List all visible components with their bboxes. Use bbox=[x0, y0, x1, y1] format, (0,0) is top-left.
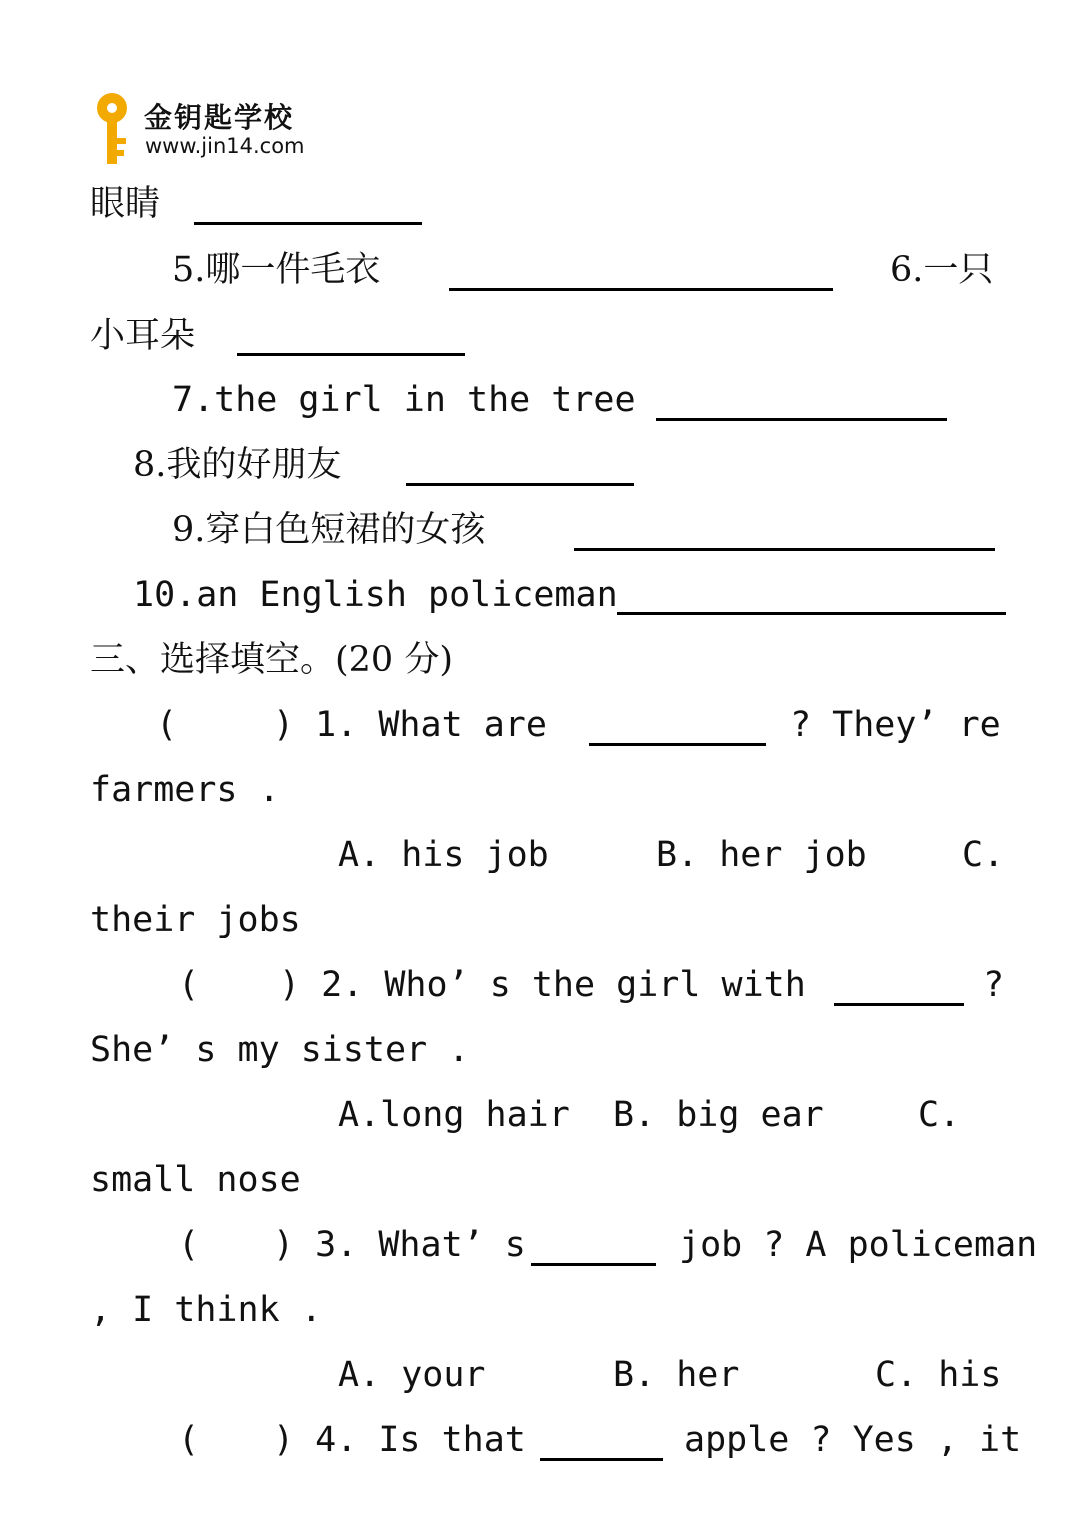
item-10-label: 10.an English policeman bbox=[133, 575, 618, 615]
q2-question-mark: ? bbox=[983, 965, 1005, 1005]
q3-paren-open: ( bbox=[178, 1225, 200, 1265]
q4-text-end: apple ? Yes , it bbox=[684, 1420, 1022, 1460]
q1-option-c-text[interactable]: their jobs bbox=[90, 900, 301, 940]
q3-text-end: job ? A policeman bbox=[679, 1225, 1038, 1265]
q2-answer-line: She’ s my sister . bbox=[90, 1030, 470, 1070]
q3-option-b[interactable]: B. her bbox=[613, 1355, 740, 1395]
q2-blank[interactable] bbox=[834, 1003, 964, 1006]
item-6-continued: 小耳朵 bbox=[90, 316, 196, 356]
brand-name: 金钥匙学校 bbox=[144, 101, 295, 134]
item-eye-label: 眼睛 bbox=[90, 184, 161, 224]
q1-text-end: ? They’ re bbox=[790, 705, 1001, 745]
q1-paren-open: ( bbox=[156, 705, 178, 745]
q2-option-b[interactable]: B. big ear bbox=[613, 1095, 824, 1135]
school-logo bbox=[88, 92, 328, 168]
answer-blank-1[interactable] bbox=[194, 222, 422, 225]
section-3-heading: 三、选择填空。(20 分) bbox=[90, 640, 453, 680]
q1-text: ) 1. What are bbox=[273, 705, 547, 745]
q4-paren-open: ( bbox=[178, 1420, 200, 1460]
q1-answer-line: farmers . bbox=[90, 770, 280, 810]
brand-url: www.jin14.com bbox=[145, 134, 305, 158]
q2-option-c-label[interactable]: C. bbox=[918, 1095, 961, 1135]
q2-option-a[interactable]: A.long hair bbox=[338, 1095, 570, 1135]
q4-text: ) 4. Is that bbox=[273, 1420, 526, 1460]
q2-option-c-text[interactable]: small nose bbox=[90, 1160, 301, 1200]
key-icon bbox=[88, 92, 140, 168]
q1-option-b[interactable]: B. her job bbox=[656, 835, 867, 875]
q1-option-a[interactable]: A. his job bbox=[338, 835, 549, 875]
q3-blank[interactable] bbox=[531, 1263, 656, 1266]
q4-blank[interactable] bbox=[540, 1458, 663, 1461]
q2-text: ) 2. Who’ s the girl with bbox=[279, 965, 806, 1005]
item-8-label: 8.我的好朋友 bbox=[133, 445, 342, 485]
q2-paren-open: ( bbox=[178, 965, 200, 1005]
answer-blank-6[interactable] bbox=[237, 353, 465, 356]
item-5-label: 5.哪一件毛衣 bbox=[172, 250, 381, 290]
item-7-label: 7.the girl in the tree bbox=[172, 380, 636, 420]
answer-blank-8[interactable] bbox=[406, 483, 634, 486]
q3-answer-line: , I think . bbox=[90, 1290, 322, 1330]
item-6-label: 6.一只 bbox=[890, 250, 994, 290]
answer-blank-9[interactable] bbox=[574, 548, 995, 551]
q1-blank[interactable] bbox=[589, 743, 766, 746]
q3-option-c[interactable]: C. his bbox=[875, 1355, 1002, 1395]
answer-blank-10[interactable] bbox=[617, 612, 1006, 615]
item-9-label: 9.穿白色短裙的女孩 bbox=[172, 510, 486, 550]
answer-blank-5[interactable] bbox=[449, 288, 833, 291]
q3-option-a[interactable]: A. your bbox=[338, 1355, 486, 1395]
answer-blank-7[interactable] bbox=[656, 418, 947, 421]
q1-option-c-label[interactable]: C. bbox=[962, 835, 1005, 875]
q3-text: ) 3. What’ s bbox=[273, 1225, 526, 1265]
